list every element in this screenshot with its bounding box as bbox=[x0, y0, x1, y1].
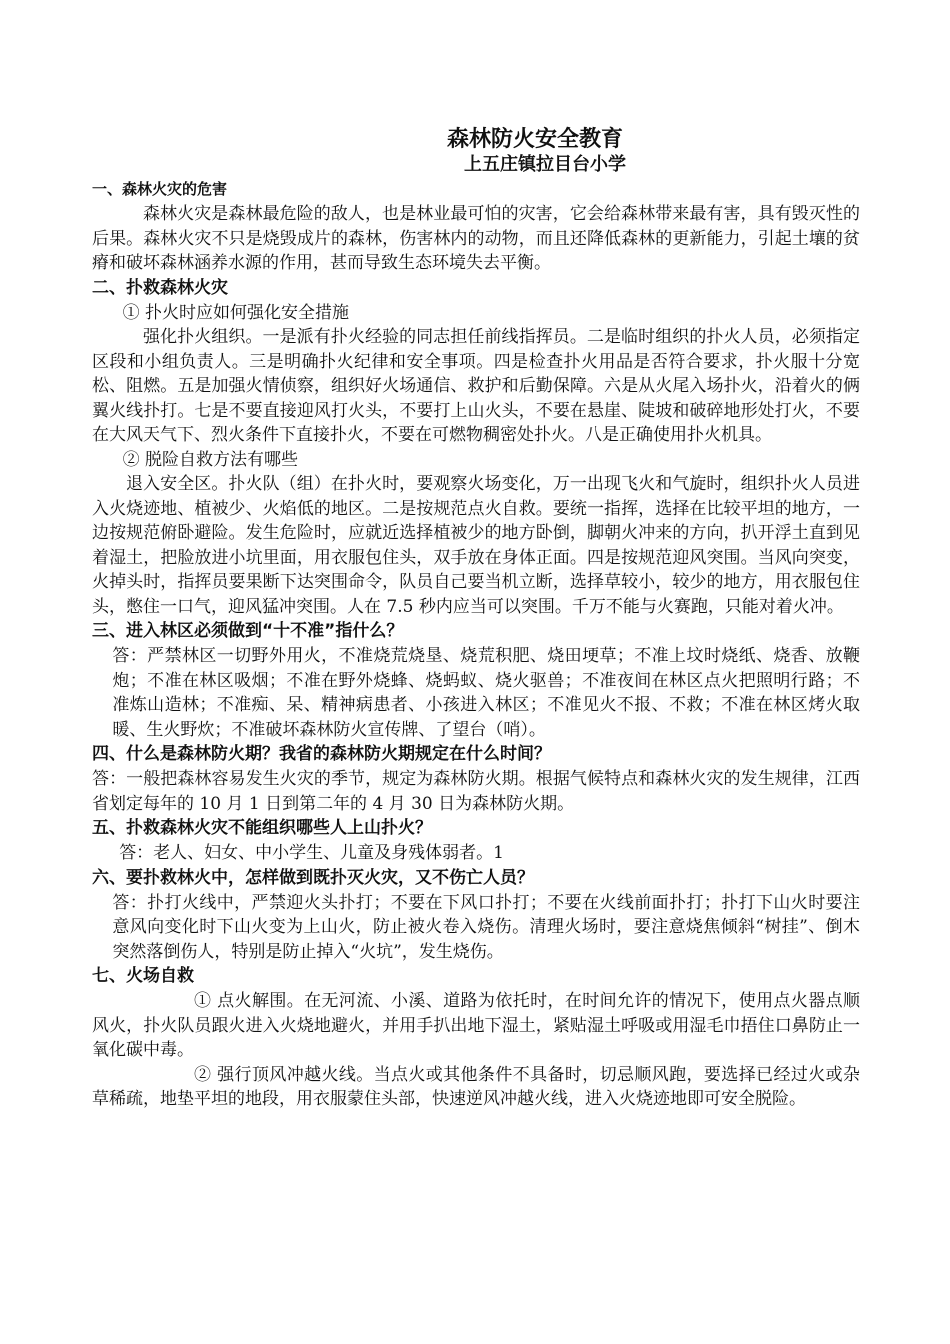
section-3-answer: 答：严禁林区一切野外用火，不准烧荒烧垦、烧荒积肥、烧田埂草；不准上坟时烧纸、烧香、放鞭炮；不准在林区吸烟；不准在野外烧蜂、烧蚂蚁、烧火驱兽；不准夜间在林区点火把照明行路；不准炼山造林；不准痴、呆、精神病患者、小孩进入林区；不准见火不报、不救；不准在林区烤火取暖、生火野炊；不准破坏森林防火宣传牌、了望台（哨）。 bbox=[112, 646, 860, 740]
section-7-paragraph-1: ① 点火解围。在无河流、小溪、道路为依托时，在时间允许的情况下，使用点火器点顺风火，扑火队员跟火进入火烧地避火，并用手扒出地下湿土，紧贴湿土呼吸或用湿毛巾捂住口鼻防止一氧化碳中毒。 bbox=[92, 991, 860, 1060]
section-1-paragraph: 森林火灾是森林最危险的敌人，也是林业最可怕的灾害，它会给森林带来最有害，具有毁灭性的后果。森林火灾不只是烧毁成片的森林，伤害林内的动物，而且还降低森林的更新能力，引起土壤的贫瘠和破坏森林涵养水源的作用，甚而导致生态环境失去平衡。 bbox=[92, 204, 860, 273]
section-1-heading: 一、森林火灾的危害 bbox=[92, 180, 228, 198]
section-5-answer: 答：老人、妇女、中小学生、儿童及身残体弱者。1 bbox=[119, 843, 505, 863]
section-6-answer: 答：扑打火线中，严禁迎火头扑打；不要在下风口扑打；不要在火线前面扑打；扑打下山火时要注意风向变化时下山火变为上山火，防止被火卷入烧伤。清理火场时，要注意烧焦倾斜“树挂”、倒木突然落倒伤人，特别是防止掉入“火坑”，发生烧伤。 bbox=[112, 892, 860, 962]
section-2-subheading-2: ② 脱险自救方法有哪些 bbox=[122, 449, 298, 470]
section-5-heading: 五、扑救森林火灾不能组织哪些人上山扑火？ bbox=[92, 818, 432, 838]
document-body bbox=[92, 177, 860, 1112]
section-3-heading: 三、进入林区必须做到“十不准”指什么？ bbox=[92, 621, 404, 641]
section-2-paragraph-1: 强化扑火组织。一是派有扑火经验的同志担任前线指挥员。二是临时组织的扑火人员，必须指定区段和小组负责人。三是明确扑火纪律和安全事项。四是检查扑火用品是否符合要求，扑火服十分宽松、阻燃。五是加强火情侦察，组织好火场通信、救护和后勤保障。六是从火尾入场扑火，沿着火的俩翼火线扑打。七是不要直接迎风打火头，不要打上山火头，不要在悬崖、陡坡和破碎地形处打火，不要在大风天气下、烈火条件下直接扑火，不要在可燃物稠密处扑火。八是正确使用扑火机具。 bbox=[92, 327, 860, 445]
document-subtitle: 上五庄镇拉目台小学 bbox=[464, 154, 626, 175]
section-6-heading: 六、要扑救林火中，怎样做到既扑灭火灾，又不伤亡人员？ bbox=[92, 867, 534, 888]
section-2-subheading-1: ① 扑火时应如何强化安全措施 bbox=[122, 302, 349, 323]
section-7-heading: 七、火场自救 bbox=[92, 966, 194, 986]
section-2-heading: 二、扑救森林火灾 bbox=[92, 277, 228, 298]
section-7-paragraph-2: ② 强行顶风冲越火线。当点火或其他条件不具备时，切忌顺风跑，要选择已经过火或杂草稀疏，地垫平坦的地段，用衣服蒙住头部，快速逆风冲越火线，进入火烧迹地即可安全脱险。 bbox=[92, 1064, 860, 1109]
section-4-answer: 答：一般把森林容易发生火灾的季节，规定为森林防火期。根据气候特点和森林火灾的发生规律，江西省划定每年的 10 月 1 日到第二年的 4 月 30 日为森林防火期。 bbox=[92, 769, 860, 814]
section-2-paragraph-2: 退入安全区。扑火队（组）在扑火时，要观察火场变化，万一出现飞火和气旋时，组织扑火人员进入火烧迹地、植被少、火焰低的地区。二是按规范点火自救。要统一指挥，选择在比较平坦的地方，一边按规范俯卧避险。发生危险时，应就近选择植被少的地方卧倒，脚朝火冲来的方向，扒开浮土直到见着湿土，把脸放进小坑里面，用衣服包住头，双手放在身体正面。四是按规范迎风突围。当风向突变，火掉头时，指挥员要果断下达突围命令，队员自己要当机立断，选择草较小，较少的地方，用衣服包住头，憋住一口气，迎风猛冲突围。人在 7.5 秒内应当可以突围。千万不能与火赛跑，只能对着火冲。 bbox=[92, 474, 860, 617]
section-4-heading: 四、什么是森林防火期？我省的森林防火期规定在什么时间？ bbox=[92, 744, 551, 764]
document-title: 森林防火安全教育 bbox=[446, 127, 623, 152]
